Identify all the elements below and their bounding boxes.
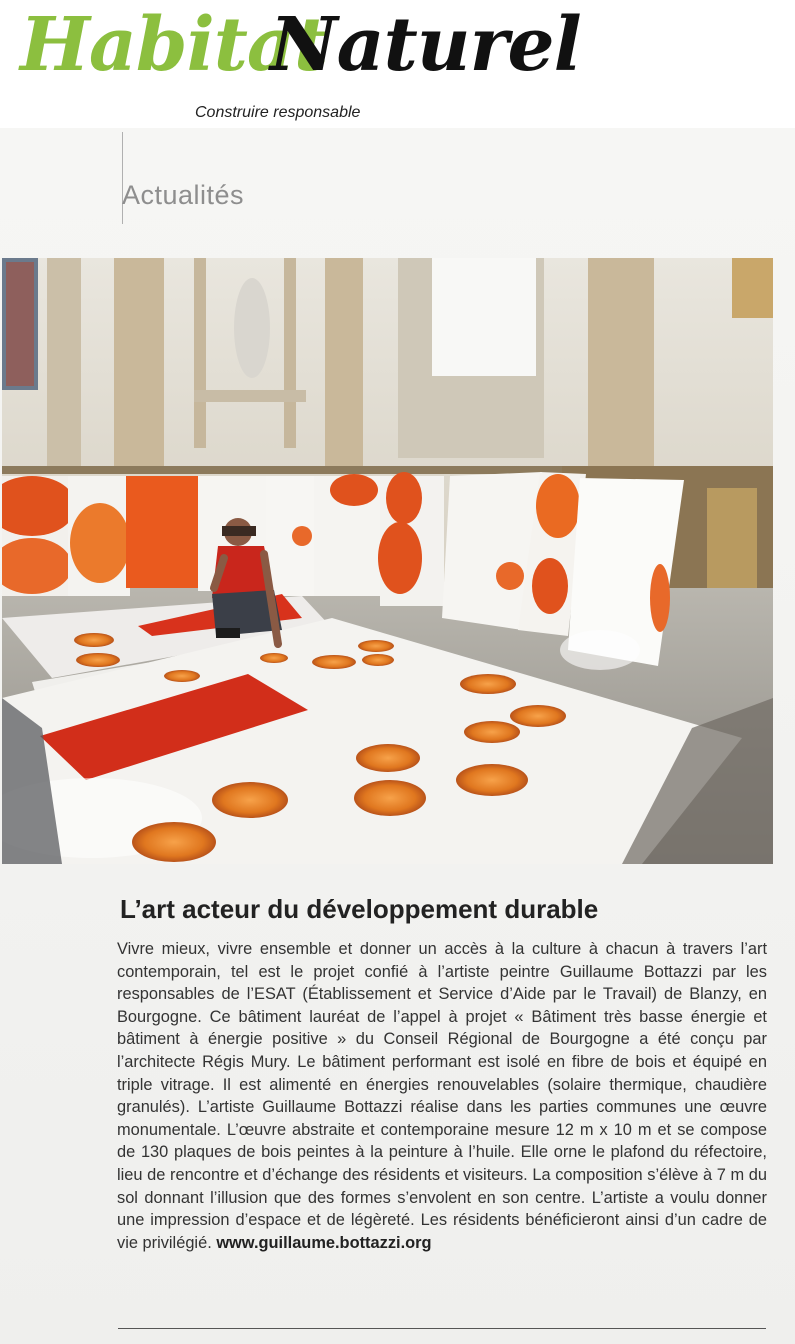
- artwork-photo-illustration: [2, 258, 773, 864]
- section-title: Actualités: [122, 180, 245, 210]
- article-photo: [2, 258, 773, 864]
- logo-habitat: Habitat: [20, 2, 328, 88]
- logo-naturel: Naturel: [270, 2, 581, 88]
- footer-rule: [118, 1328, 766, 1329]
- masthead: [0, 0, 795, 128]
- artist-website-link[interactable]: www.guillaume.bottazzi.org: [216, 1233, 432, 1252]
- article-body: [117, 938, 767, 1254]
- article-body-text: Vivre mieux, vivre ensemble et donner un accès à la culture à chacun à travers l’art contemporain, tel est le projet confié à l’artiste peintre Guillaume Bottazzi par les responsables de l’ESAT (Établissement et Service d’Aide par le Travail) de Blanzy, en Bourgogne. Ce bâtiment lauréat de l’appel à projet « Bâtiment très basse énergie et bâtiment à énergie positive » du Conseil Régional de Bourgogne a été conçu par l’architecte Régis Mury. Le bâtiment performant est isolé en fibre de bois et équipé en triple vitrage. Il est alimenté en énergies renouvelables (solaire thermique, chaudière granulés). L’artiste Guillaume Bottazzi réalise dans les parties communes une œuvre monumentale. L’œuvre abstraite et contemporaine mesure 12 m x 10 m et se compose de 130 plaques de bois peintes à la peinture à l’huile. Elle orne le plafond du réfectoire, lieu de rencontre et d’échange des résidents et visiteurs. La composition s’élève à 7 m du sol donnant l’illusion que des formes s’envolent en son centre. L’artiste a voulu donner une impression d’espace et de légèreté. Les résidents bénéficieront ainsi d’un cadre de vie privilégié.: [117, 940, 767, 1252]
- tagline: Construire responsable: [195, 104, 361, 121]
- logo: [20, 0, 580, 128]
- article-headline: L’art acteur du développement durable: [120, 894, 599, 924]
